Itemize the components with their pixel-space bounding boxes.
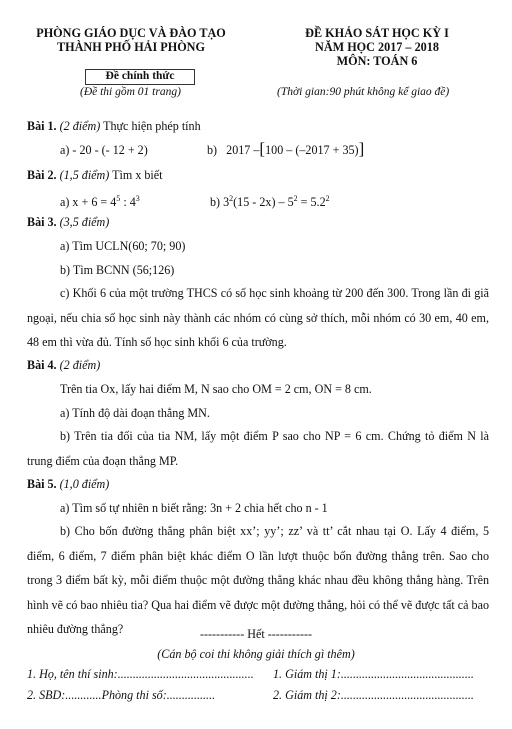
- sbd-room-field: 2. SBD:............Phòng thi số:................: [27, 688, 216, 702]
- bai2-title: Bài 2.: [27, 168, 57, 182]
- pages-note: (Đề thi gồm 01 trang): [80, 86, 181, 98]
- bai1-b: [207, 141, 364, 158]
- bai2-points: (1,5 điểm): [59, 168, 110, 182]
- bai1-b-expr1: 2017 –: [226, 143, 260, 157]
- time-note: (Thời gian:90 phút không kể giao đề): [277, 86, 450, 98]
- city-name: THÀNH PHỐ HẢI PHÒNG: [57, 40, 205, 54]
- bai2-heading: [27, 167, 163, 183]
- bai4-heading: [27, 357, 100, 373]
- bai1-task: Thực hiện phép tính: [103, 119, 201, 133]
- bai3-c: c) Khối 6 của một trường THCS có số học sinh khoảng từ 200 đến 300. Trong lần đi giã ngoại, nếu chia số học sinh này thành các nhóm có cùng sở thích, mỗi nhóm có 30 em, 40 em, 48 em thì vừa đủ. Tính số học sinh khối 6 của trường.: [27, 286, 489, 349]
- department-name: PHÒNG GIÁO DỤC VÀ ĐÀO TẠO: [36, 26, 226, 40]
- bai2-task: Tìm x biết: [112, 168, 163, 182]
- bai1-b-expr2: 100 – (–2017 + 35): [265, 143, 359, 157]
- bai4-intro: Trên tia Ox, lấy hai điểm M, N sao cho OM = 2 cm, ON = 8 cm.: [60, 382, 372, 396]
- bai2-a-pre: a) x + 6 = 4: [60, 195, 117, 209]
- bai4-title: Bài 4.: [27, 358, 57, 372]
- bai5-a: a) Tìm số tự nhiên n biết rằng: 3n + 2 chia hết cho n - 1: [60, 501, 328, 515]
- bai5-title: Bài 5.: [27, 477, 57, 491]
- bai3-heading: [27, 214, 109, 230]
- bai4-a: a) Tính độ dài đoạn thẳng MN.: [60, 406, 210, 420]
- proctor-note: (Cán bộ coi thi không giải thích gì thêm): [157, 647, 355, 661]
- bai3-points: (3,5 điểm): [59, 215, 110, 229]
- bai1-b-lbrack: [: [259, 139, 266, 158]
- bai2-b-exp2: 2: [293, 194, 298, 203]
- proctor2-field: 2. Giám thị 2:............................................: [273, 688, 474, 702]
- bai1-title: Bài 1.: [27, 119, 57, 133]
- end-marker: ----------- Hết -----------: [199, 627, 313, 641]
- exam-title: ĐỀ KHẢO SÁT HỌC KỲ I: [305, 26, 449, 40]
- candidate-name-field: 1. Họ, tên thí sinh:.............................................: [27, 667, 254, 681]
- bai3-title: Bài 3.: [27, 215, 57, 229]
- bai1-b-prefix: b): [207, 143, 218, 157]
- bai1-b-rbrack: ]: [358, 139, 365, 158]
- bai2-b-mid: (15 - 2x) – 5: [233, 195, 294, 209]
- bai1-heading: [27, 118, 201, 134]
- subject-title: MÔN: TOÁN 6: [336, 54, 418, 68]
- bai2-a-mid: : 4: [120, 195, 136, 209]
- bai1-points: (2 điểm): [59, 119, 101, 133]
- bai2-b-pre: b) 3: [210, 195, 230, 209]
- bai1-a: a) - 20 - (- 12 + 2): [60, 143, 148, 157]
- bai3-b: b) Tìm BCNN (56;126): [60, 263, 175, 277]
- bai2-b: [210, 191, 330, 210]
- school-year: NĂM HỌC 2017 – 2018: [315, 40, 439, 54]
- bai2-b-exp3: 2: [325, 194, 330, 203]
- bai5-heading: [27, 476, 109, 492]
- bai2-a: [60, 191, 140, 210]
- proctor1-field: 1. Giám thị 1:............................................: [273, 667, 474, 681]
- bai4-points: (2 điểm): [59, 358, 101, 372]
- official-label: Đề chính thức: [105, 70, 175, 82]
- bai2-a-exp2: 3: [135, 194, 140, 203]
- bai2-a-exp1: 5: [116, 194, 121, 203]
- bai3-a: a) Tìm UCLN(60; 70; 90): [60, 239, 186, 253]
- bai2-b-end: = 5.2: [297, 195, 326, 209]
- bai5-points: (1,0 điểm): [59, 477, 110, 491]
- bai4-b: b) Trên tia đối của tia NM, lấy một điểm P sao cho NP = 6 cm. Chứng tỏ điểm N là trung điểm của đoạn thẳng MP.: [27, 429, 489, 468]
- bai2-b-exp1: 2: [229, 194, 234, 203]
- bai5-b: b) Cho bốn đường thẳng phân biệt xx’; yy’; zz’ và tt’ cắt nhau tại O. Lấy 4 điểm, 5 điểm, 6 điểm, 7 điểm phân biệt khác điểm O lần lượt thuộc bốn đường thẳng trên. Sao cho trong 3 điểm bất kỳ, mỗi điểm thuộc một đường thẳng khác nhau đều không thẳng hàng. Trên hình vẽ có bao nhiêu tia? Qua hai điểm vẽ được một đường thẳng, hỏi có thể vẽ được tất cả bao nhiêu đường thẳng?: [27, 524, 489, 636]
